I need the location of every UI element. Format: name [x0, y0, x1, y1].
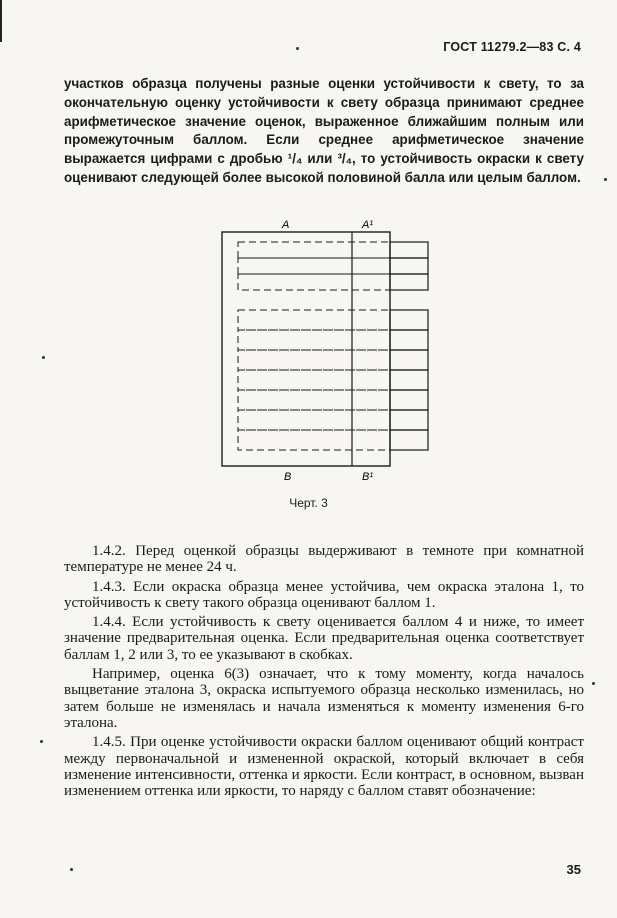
strip-exposed-end [390, 330, 428, 350]
scan-speck [604, 178, 607, 181]
paragraph-example: Например, оценка 6(3) означает, что к тому моменту, когда началось выцветание эталона 3, окраска испытуемого образца несколько изменилась, но затем больше не изменялась и начала изменяться к моменту изменения 6-го эталона. [64, 666, 584, 731]
label-a1: А¹ [362, 219, 373, 231]
paragraph-1-4-3: 1.4.3. Если окраска образца менее устойчива, чем окраска эталона 1, то устойчивость к свету такого образца оценивают баллом 1. [64, 578, 584, 611]
strip-dashed [238, 390, 428, 410]
strip-exposed-end [390, 410, 428, 430]
scan-speck [70, 868, 73, 871]
strip-dashed [238, 430, 428, 450]
paragraph-1-4-4: 1.4.4. Если устойчивость к свету оценивается баллом 4 и ниже, то имеет значение предварительная оценка. Если предварительная оценка соответствует баллам 1, 2 или 3, то ее указывают в скобках. [64, 614, 584, 663]
strip-dashed [238, 310, 428, 330]
margin-rule [0, 0, 2, 42]
label-a: А [282, 219, 290, 231]
strip-dashed [238, 370, 428, 390]
sample-outline [222, 232, 390, 466]
figure-caption: Черт. 3 [289, 496, 328, 510]
paragraph-1-4-5: 1.4.5. При оценке устойчивости окраски баллом оценивают общий контраст между первоначальной и измененной окраской, который включает в себя изменение интенсивности, оттенка и яркости. Если контраст, в основном, вызван изменением оттенка или яркости, то наряду с баллом ставят обозначение: [64, 734, 584, 800]
strip-exposed-end [390, 430, 428, 450]
body-text [64, 543, 584, 799]
strip-dashed [238, 242, 428, 258]
strip-dashed [238, 330, 428, 350]
strip-dashed [238, 350, 428, 370]
paragraph-1-4-2: 1.4.2. Перед оценкой образцы выдерживают в темноте при комнатной температуре не менее 24 ч. [64, 543, 584, 576]
strip-dashed [238, 274, 428, 290]
scan-speck [296, 47, 299, 50]
scan-speck [592, 682, 595, 685]
intro-paragraph: участков образца получены разные оценки устойчивости к свету, то за окончательную оценку устойчивости к свету образца принимают среднее арифметическое значение оценок, выраженное ближайшим полным или промежуточным баллом. Если среднее арифметическое значение выражается цифрами с дробью ¹/₄ или ³/₄, то устойчивость окраски к свету оценивают следующей более высокой половиной балла или целым баллом. [64, 76, 584, 185]
strip-exposed-end [390, 242, 428, 258]
page-header: ГОСТ 11279.2—83 С. 4 [443, 40, 581, 54]
strip-exposed-end [390, 274, 428, 290]
strip-exposed-end [390, 350, 428, 370]
strip-group [238, 242, 428, 450]
strip-dashed [238, 258, 428, 274]
label-b1: В¹ [362, 471, 373, 483]
label-b: В [284, 471, 292, 483]
strip-exposed-end [390, 310, 428, 330]
page-number: 35 [566, 862, 581, 877]
figure-3-diagram [210, 214, 450, 490]
scan-speck [40, 740, 43, 743]
strip-exposed-end [390, 370, 428, 390]
strip-dashed [238, 410, 428, 430]
scan-speck [42, 356, 45, 359]
strip-exposed-end [390, 390, 428, 410]
strip-exposed-end [390, 258, 428, 274]
